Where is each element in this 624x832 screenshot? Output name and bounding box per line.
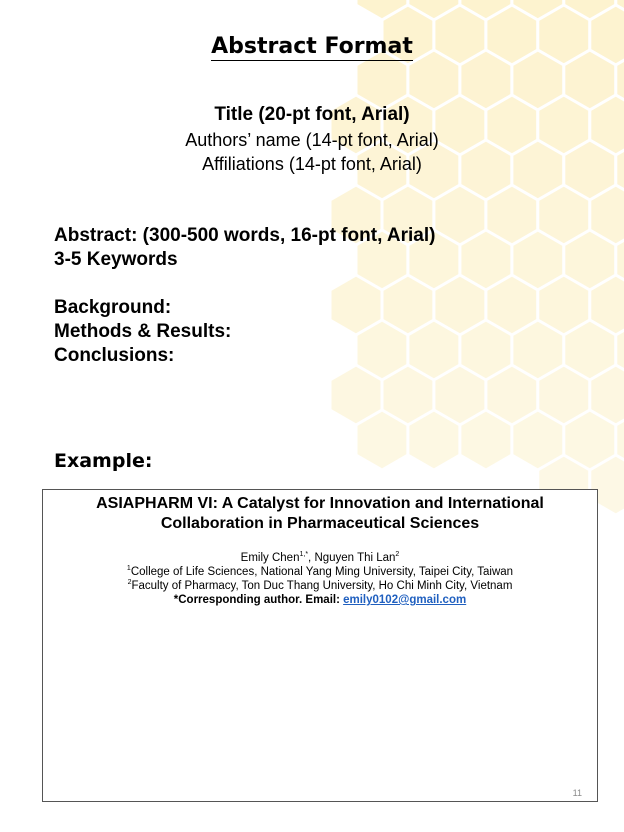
- example-corresponding-author: [43, 593, 597, 607]
- background-heading: Background:: [54, 297, 172, 318]
- keywords-spec: 3-5 Keywords: [54, 249, 178, 270]
- example-title-line-2: Collaboration in Pharmaceutical Sciences: [160, 515, 480, 532]
- affiliation-1-text: College of Life Sciences, National Yang Ming University, Taipei City, Taiwan: [130, 566, 514, 578]
- example-title: [43, 494, 597, 534]
- author-separator: ,: [308, 552, 315, 564]
- conclusions-heading: Conclusions:: [54, 345, 175, 366]
- page-number: 11: [572, 788, 582, 798]
- format-title-spec: Title (20-pt font, Arial): [214, 104, 410, 125]
- author-2-superscript: 2: [395, 551, 400, 558]
- corresponding-label: *Corresponding author. Email:: [173, 594, 344, 606]
- page-title: Abstract Format: [211, 34, 413, 59]
- abstract-spec: Abstract: (300-500 words, 16-pt font, Arial): [54, 225, 436, 246]
- affiliation-2-text: Faculty of Pharmacy, Ton Duc Thang University, Ho Chi Minh City, Vietnam: [131, 580, 513, 592]
- format-authors-spec: Authors’ name (14-pt font, Arial): [185, 130, 439, 150]
- example-abstract-box: [42, 489, 598, 802]
- example-title-line-1: ASIAPHARM VI: A Catalyst for Innovation and International: [96, 495, 544, 512]
- methods-results-heading: Methods & Results:: [54, 321, 232, 342]
- affiliation-1-superscript: 1: [126, 565, 131, 572]
- format-affiliations-spec: Affiliations (14-pt font, Arial): [202, 154, 422, 174]
- example-authors: [43, 551, 597, 565]
- example-affiliation-2: [43, 579, 597, 593]
- example-label: Example:: [54, 450, 153, 472]
- author-1-superscript: 1,*: [299, 551, 309, 558]
- author-1: Emily Chen: [240, 552, 300, 564]
- example-affiliation-1: [43, 565, 597, 579]
- author-2: Nguyen Thi Lan: [314, 552, 396, 564]
- email-link[interactable]: emily0102@gmail.com: [343, 594, 467, 606]
- affiliation-2-superscript: 2: [127, 579, 132, 586]
